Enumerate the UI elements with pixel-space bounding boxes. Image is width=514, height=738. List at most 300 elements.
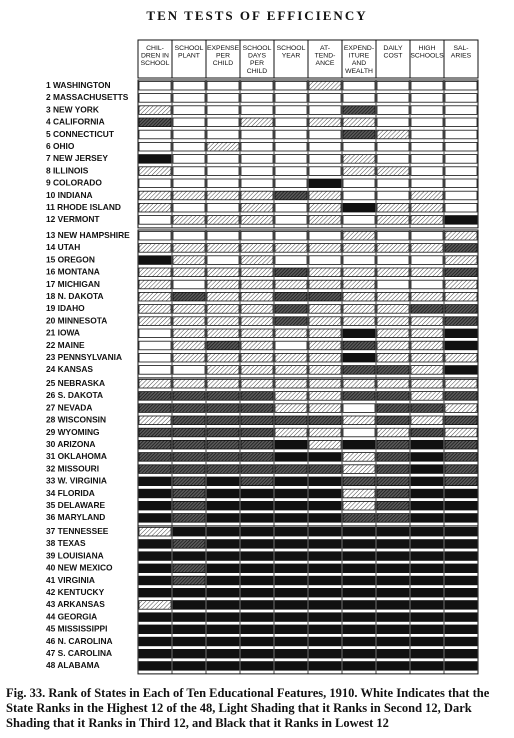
rank-cell	[411, 231, 443, 240]
rank-cell	[445, 613, 477, 622]
rank-cell	[139, 649, 171, 658]
state-label: 25 NEBRASKA	[46, 378, 106, 388]
rank-cell	[139, 317, 171, 326]
rank-cell	[241, 514, 273, 523]
rank-cell	[173, 453, 205, 462]
rank-cell	[139, 268, 171, 277]
rank-cell	[139, 191, 171, 200]
state-label: 33 W. VIRGINIA	[46, 475, 107, 486]
rank-cell	[377, 514, 409, 523]
rank-cell	[377, 142, 409, 151]
rank-cell	[343, 379, 375, 388]
rank-cell	[377, 552, 409, 561]
rank-cell	[343, 576, 375, 585]
rank-cell	[343, 404, 375, 413]
rank-cell	[377, 428, 409, 437]
column-header-label: SCHOOL	[276, 45, 306, 52]
rank-cell	[309, 416, 341, 425]
rank-cell	[309, 106, 341, 115]
rank-cell	[207, 428, 239, 437]
rank-cell	[173, 268, 205, 277]
rank-cell	[173, 203, 205, 212]
rank-cell	[343, 179, 375, 188]
state-label: 13 NEW HAMPSHIRE	[46, 230, 130, 240]
rank-cell	[207, 465, 239, 474]
column-header-label: TEND-	[314, 52, 336, 60]
rank-cell	[241, 142, 273, 151]
rank-cell	[139, 280, 171, 289]
state-label: 7 NEW JERSEY	[46, 153, 108, 164]
rank-cell	[309, 203, 341, 212]
rank-cell	[343, 540, 375, 549]
state-label: 10 INDIANA	[46, 189, 93, 200]
rank-cell	[411, 637, 443, 646]
rank-cell	[275, 94, 307, 103]
rank-cell	[377, 453, 409, 462]
rank-cell	[173, 662, 205, 671]
rank-cell	[207, 588, 239, 597]
rank-cell	[241, 106, 273, 115]
rank-cell	[411, 540, 443, 549]
rank-cell	[139, 404, 171, 413]
rank-cell	[445, 392, 477, 401]
rank-cell	[275, 203, 307, 212]
rank-cell	[343, 552, 375, 561]
state-label: 11 RHODE ISLAND	[46, 202, 121, 212]
rank-cell	[309, 353, 341, 362]
state-label: 3 NEW YORK	[46, 104, 99, 115]
rank-cell	[377, 440, 409, 449]
column-header-label: CHILD	[246, 67, 268, 75]
rank-cell	[343, 167, 375, 176]
rank-cell	[207, 203, 239, 212]
rank-cell	[207, 216, 239, 225]
rank-cell	[241, 552, 273, 561]
state-label: 32 MISSOURI	[46, 463, 100, 474]
rank-cell	[411, 501, 443, 510]
rank-cell	[411, 404, 443, 413]
rank-cell	[173, 256, 205, 265]
rank-cell	[139, 155, 171, 164]
rank-cell	[207, 601, 239, 610]
rank-cell	[173, 155, 205, 164]
rank-cell	[343, 203, 375, 212]
rank-cell	[139, 292, 171, 301]
rank-cell	[411, 576, 443, 585]
rank-cell	[377, 81, 409, 90]
rank-cell	[343, 564, 375, 573]
rank-cell	[445, 366, 477, 375]
state-label: 47 S. CAROLINA	[46, 648, 113, 658]
rank-cell	[207, 256, 239, 265]
rank-cell	[377, 465, 409, 474]
rank-cell	[411, 649, 443, 658]
rank-cell	[411, 106, 443, 115]
rank-cell	[207, 453, 239, 462]
rank-cell	[343, 489, 375, 498]
column-header-label: DREN IN	[141, 52, 169, 60]
rank-cell	[309, 392, 341, 401]
rank-cell	[139, 576, 171, 585]
rank-cell	[241, 81, 273, 90]
rank-cell	[309, 366, 341, 375]
state-label: 27 NEVADA	[46, 402, 93, 413]
rank-cell	[377, 392, 409, 401]
rank-cell	[309, 649, 341, 658]
rank-cell	[275, 216, 307, 225]
rank-cell	[139, 353, 171, 362]
column-header-label: DAILY	[383, 45, 403, 52]
rank-cell	[445, 256, 477, 265]
rank-cell	[275, 649, 307, 658]
rank-cell	[309, 477, 341, 486]
rank-cell	[275, 244, 307, 253]
rank-cell	[377, 588, 409, 597]
rank-cell	[377, 625, 409, 634]
rank-cell	[173, 280, 205, 289]
rank-cell	[241, 256, 273, 265]
rank-cell	[343, 94, 375, 103]
rank-cell	[343, 317, 375, 326]
rank-cell	[173, 179, 205, 188]
rank-cell	[343, 305, 375, 314]
rank-cell	[139, 601, 171, 610]
state-label: 41 VIRGINIA	[46, 574, 95, 585]
rank-cell	[411, 564, 443, 573]
rank-cell	[173, 404, 205, 413]
rank-cell	[207, 353, 239, 362]
state-label: 9 COLORADO	[46, 177, 102, 188]
rank-cell	[139, 392, 171, 401]
rank-cell	[411, 179, 443, 188]
rank-cell	[207, 489, 239, 498]
rank-cell	[411, 203, 443, 212]
state-label: 26 S. DAKOTA	[46, 390, 104, 401]
rank-cell	[275, 564, 307, 573]
rank-cell	[445, 106, 477, 115]
state-label: 29 WYOMING	[46, 426, 100, 437]
rank-cell	[411, 130, 443, 139]
rank-cell	[445, 244, 477, 253]
rank-cell	[343, 216, 375, 225]
rank-cell	[411, 514, 443, 523]
rank-cell	[445, 280, 477, 289]
rank-cell	[411, 353, 443, 362]
rank-cell	[377, 179, 409, 188]
state-label: 19 IDAHO	[46, 303, 85, 314]
state-label: 36 MARYLAND	[46, 512, 106, 523]
rank-cell	[377, 477, 409, 486]
rank-cell	[411, 341, 443, 350]
state-label: 20 MINNESOTA	[46, 315, 108, 326]
rank-cell	[241, 527, 273, 536]
rank-cell	[207, 142, 239, 151]
rank-cell	[445, 404, 477, 413]
rank-cell	[343, 453, 375, 462]
rank-cell	[275, 637, 307, 646]
rank-cell	[445, 625, 477, 634]
rank-cell	[173, 329, 205, 338]
rank-cell	[139, 428, 171, 437]
rank-cell	[207, 440, 239, 449]
rank-cell	[241, 576, 273, 585]
rank-cell	[377, 379, 409, 388]
rank-cell	[241, 317, 273, 326]
rank-cell	[445, 94, 477, 103]
rank-cell	[275, 292, 307, 301]
rank-cell	[207, 130, 239, 139]
rank-cell	[241, 540, 273, 549]
rank-cell	[275, 118, 307, 127]
rank-cell	[309, 540, 341, 549]
rank-cell	[445, 379, 477, 388]
rank-cell	[377, 268, 409, 277]
rank-cell	[445, 489, 477, 498]
rank-cell	[173, 130, 205, 139]
rank-cell	[173, 527, 205, 536]
rank-cell	[275, 613, 307, 622]
rank-cell	[275, 440, 307, 449]
rank-cell	[411, 489, 443, 498]
rank-cell	[445, 216, 477, 225]
rank-cell	[139, 379, 171, 388]
rank-cell	[139, 637, 171, 646]
rank-cell	[275, 514, 307, 523]
rank-cell	[445, 477, 477, 486]
rank-cell	[343, 428, 375, 437]
rank-cell	[241, 465, 273, 474]
rank-cell	[207, 392, 239, 401]
rank-cell	[241, 244, 273, 253]
state-label: 28 WISCONSIN	[46, 414, 107, 425]
rank-cell	[139, 625, 171, 634]
rank-cell	[445, 317, 477, 326]
rank-cell	[309, 552, 341, 561]
state-label: 31 OKLAHOMA	[46, 451, 107, 462]
rank-cell	[309, 662, 341, 671]
rank-cell	[173, 501, 205, 510]
rank-cell	[275, 527, 307, 536]
rank-cell	[411, 477, 443, 486]
rank-cell	[411, 216, 443, 225]
rank-cell	[241, 94, 273, 103]
rank-cell	[139, 130, 171, 139]
rank-cell	[377, 637, 409, 646]
rank-cell	[445, 130, 477, 139]
rank-cell	[309, 231, 341, 240]
rank-cell	[343, 142, 375, 151]
column-header-label: PER	[250, 60, 264, 68]
rank-cell	[445, 329, 477, 338]
rank-cell	[275, 453, 307, 462]
rank-cell	[241, 280, 273, 289]
rank-cell	[411, 167, 443, 176]
rank-cell	[309, 167, 341, 176]
rank-cell	[411, 613, 443, 622]
rank-cell	[275, 392, 307, 401]
rank-cell	[207, 366, 239, 375]
rank-cell	[139, 167, 171, 176]
rank-cell	[241, 118, 273, 127]
rank-cell	[445, 179, 477, 188]
rank-cell	[309, 440, 341, 449]
state-label: 38 TEXAS	[46, 538, 86, 549]
rank-cell	[173, 244, 205, 253]
rank-cell	[173, 416, 205, 425]
rank-cell	[275, 588, 307, 597]
rank-cell	[207, 81, 239, 90]
rank-cell	[411, 379, 443, 388]
rank-cell	[377, 280, 409, 289]
rank-cell	[241, 662, 273, 671]
rank-cell	[139, 588, 171, 597]
rank-cell	[343, 244, 375, 253]
rank-cell	[309, 428, 341, 437]
rank-cell	[207, 416, 239, 425]
rank-cell	[275, 625, 307, 634]
rank-cell	[241, 216, 273, 225]
rank-cell	[173, 637, 205, 646]
column-header-label: AND	[351, 60, 367, 68]
state-label: 8 ILLINOIS	[46, 165, 89, 176]
rank-cell	[207, 540, 239, 549]
column-header-label: WEALTH	[345, 67, 373, 75]
rank-cell	[309, 130, 341, 139]
rank-cell	[139, 662, 171, 671]
rank-cell	[411, 453, 443, 462]
rank-cell	[411, 366, 443, 375]
rank-cell	[241, 613, 273, 622]
rank-cell	[445, 353, 477, 362]
rank-cell	[207, 305, 239, 314]
rank-cell	[207, 564, 239, 573]
rank-cell	[207, 94, 239, 103]
rank-cell	[241, 191, 273, 200]
rank-cell	[309, 453, 341, 462]
rank-cell	[309, 256, 341, 265]
rank-cell	[309, 268, 341, 277]
rank-cell	[445, 453, 477, 462]
rank-cell	[411, 280, 443, 289]
rank-cell	[377, 305, 409, 314]
rank-cell	[139, 564, 171, 573]
rank-cell	[275, 81, 307, 90]
rank-cell	[411, 588, 443, 597]
rank-cell	[241, 329, 273, 338]
rank-cell	[309, 317, 341, 326]
rank-cell	[275, 268, 307, 277]
rank-cell	[411, 416, 443, 425]
rank-cell	[139, 613, 171, 622]
rank-cell	[343, 280, 375, 289]
rank-cell	[275, 155, 307, 164]
rank-cell	[411, 191, 443, 200]
rank-cell	[207, 341, 239, 350]
rank-cell	[309, 305, 341, 314]
rank-cell	[275, 280, 307, 289]
rank-cell	[309, 637, 341, 646]
rank-cell	[309, 613, 341, 622]
rank-cell	[173, 625, 205, 634]
rank-cell	[207, 155, 239, 164]
rank-cell	[241, 130, 273, 139]
rank-cell	[343, 268, 375, 277]
rank-cell	[139, 244, 171, 253]
rank-cell	[207, 514, 239, 523]
rank-cell	[173, 292, 205, 301]
rank-cell	[445, 416, 477, 425]
rank-cell	[139, 81, 171, 90]
rank-cell	[343, 465, 375, 474]
rank-cell	[445, 440, 477, 449]
rank-cell	[173, 564, 205, 573]
rank-cell	[411, 440, 443, 449]
rank-cell	[411, 317, 443, 326]
state-label: 39 LOUISIANA	[46, 550, 104, 561]
rank-cell	[139, 453, 171, 462]
rank-cell	[343, 527, 375, 536]
rank-cell	[173, 588, 205, 597]
rank-cell	[207, 191, 239, 200]
rank-cell	[309, 625, 341, 634]
rank-cell	[377, 118, 409, 127]
rank-cell	[343, 256, 375, 265]
rank-cell	[139, 440, 171, 449]
rank-cell	[309, 564, 341, 573]
rank-cell	[411, 268, 443, 277]
rank-cell	[343, 353, 375, 362]
rank-cell	[343, 477, 375, 486]
rank-cell	[309, 601, 341, 610]
rank-cell	[241, 477, 273, 486]
rank-cell	[173, 428, 205, 437]
rank-cell	[139, 465, 171, 474]
column-header-label: SCHOOL	[140, 60, 170, 68]
rank-cell	[377, 317, 409, 326]
rank-cell	[139, 179, 171, 188]
rank-cell	[445, 155, 477, 164]
rank-cell	[275, 130, 307, 139]
rank-cell	[343, 514, 375, 523]
rank-cell	[139, 477, 171, 486]
rank-cell	[207, 625, 239, 634]
rank-cell	[377, 256, 409, 265]
chart-title: TEN TESTS OF EFFICIENCY	[146, 8, 368, 23]
rank-cell	[377, 130, 409, 139]
rank-cell	[139, 501, 171, 510]
rank-cell	[207, 268, 239, 277]
state-label: 21 IOWA	[46, 327, 80, 338]
rank-cell	[411, 625, 443, 634]
state-label: 18 N. DAKOTA	[46, 291, 104, 301]
rank-cell	[309, 501, 341, 510]
rank-cell	[377, 231, 409, 240]
rank-cell	[445, 231, 477, 240]
rank-cell	[241, 353, 273, 362]
rank-cell	[207, 179, 239, 188]
rank-cell	[275, 317, 307, 326]
state-label: 4 CALIFORNIA	[46, 116, 105, 127]
column-header-label: HIGH	[418, 45, 436, 52]
rank-cell	[343, 416, 375, 425]
rank-cell	[309, 142, 341, 151]
rank-cell	[173, 440, 205, 449]
rank-cell	[411, 662, 443, 671]
rank-cell	[377, 501, 409, 510]
rank-cell	[207, 329, 239, 338]
rank-cell	[377, 106, 409, 115]
state-label: 30 ARIZONA	[46, 439, 96, 449]
